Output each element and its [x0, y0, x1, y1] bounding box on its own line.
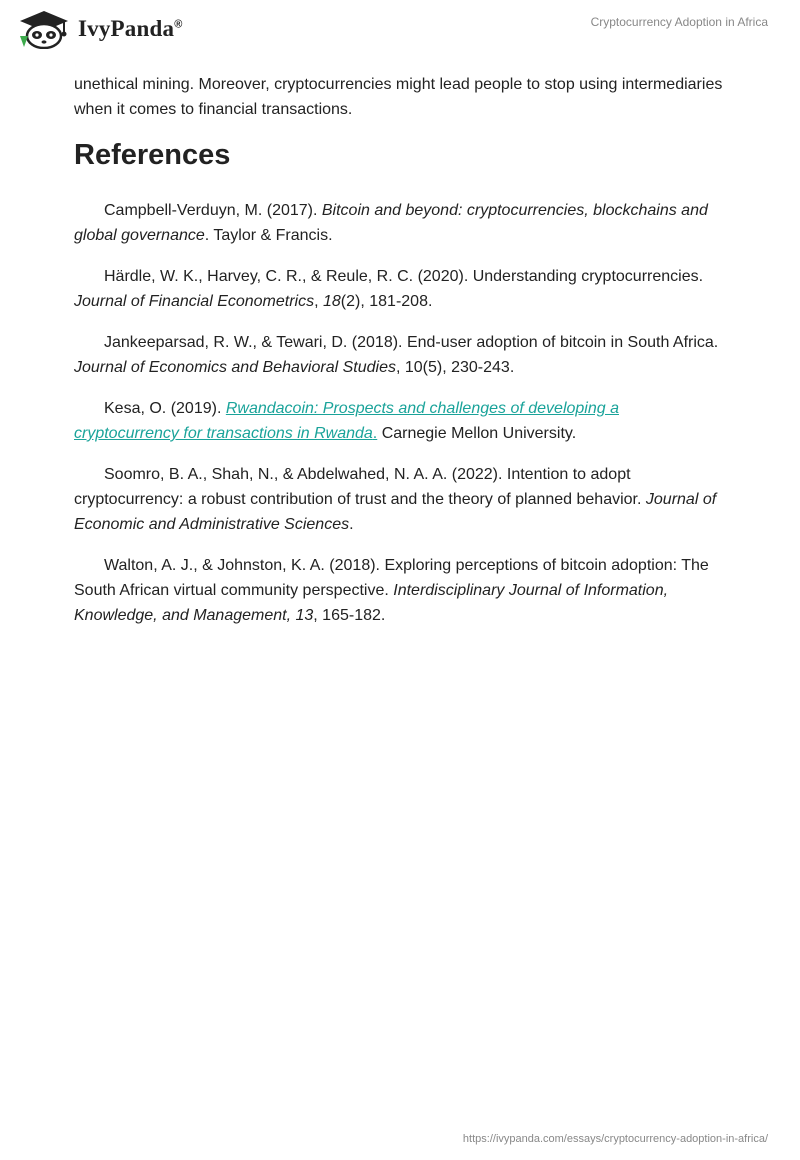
ivypanda-logo[interactable]	[16, 9, 183, 49]
reference-item: Walton, A. J., & Johnston, K. A. (2018). Exploring perceptions of bitcoin adoption: The South African virtual community perspective. Interdisciplinary Journal of Information, Knowledge, and Management, 13, 165-182.	[74, 557, 709, 624]
references-heading: References	[74, 139, 231, 171]
logo-wordmark: IvyPanda®	[78, 16, 183, 41]
references-list	[74, 198, 724, 644]
reference-link-rwandacoin[interactable]: Rwandacoin: Prospects and challenges of developing a cryptocurrency for transactions in Rwanda.	[74, 400, 619, 442]
reference-item: Kesa, O. (2019). Rwandacoin: Prospects and challenges of developing a cryptocurrency for transactions in Rwanda. Carnegie Mellon University.	[74, 400, 619, 442]
reference-item: Campbell-Verduyn, M. (2017). Bitcoin and beyond: cryptocurrencies, blockchains and global governance. Taylor & Francis.	[74, 202, 708, 244]
panda-graduate-icon	[16, 9, 72, 49]
document-title: Cryptocurrency Adoption in Africa	[590, 15, 768, 29]
reference-item: Jankeeparsad, R. W., & Tewari, D. (2018). End-user adoption of bitcoin in South Africa. Journal of Economics and Behavioral Studies, 10(5), 230-243.	[74, 334, 719, 376]
intro-paragraph: unethical mining. Moreover, cryptocurrencies might lead people to stop using intermediaries when it comes to financial transactions.	[74, 76, 723, 118]
footer-url[interactable]: https://ivypanda.com/essays/cryptocurrency-adoption-in-africa/	[462, 1133, 768, 1145]
reference-item: Soomro, B. A., Shah, N., & Abdelwahed, N. A. A. (2022). Intention to adopt cryptocurrency: a robust contribution of trust and the theory of planned behavior. Journal of Economic and Administrative Sciences.	[74, 466, 717, 533]
reference-item: Härdle, W. K., Harvey, C. R., & Reule, R. C. (2020). Understanding cryptocurrencies. Journal of Financial Econometrics, 18(2), 181-208.	[74, 268, 704, 310]
